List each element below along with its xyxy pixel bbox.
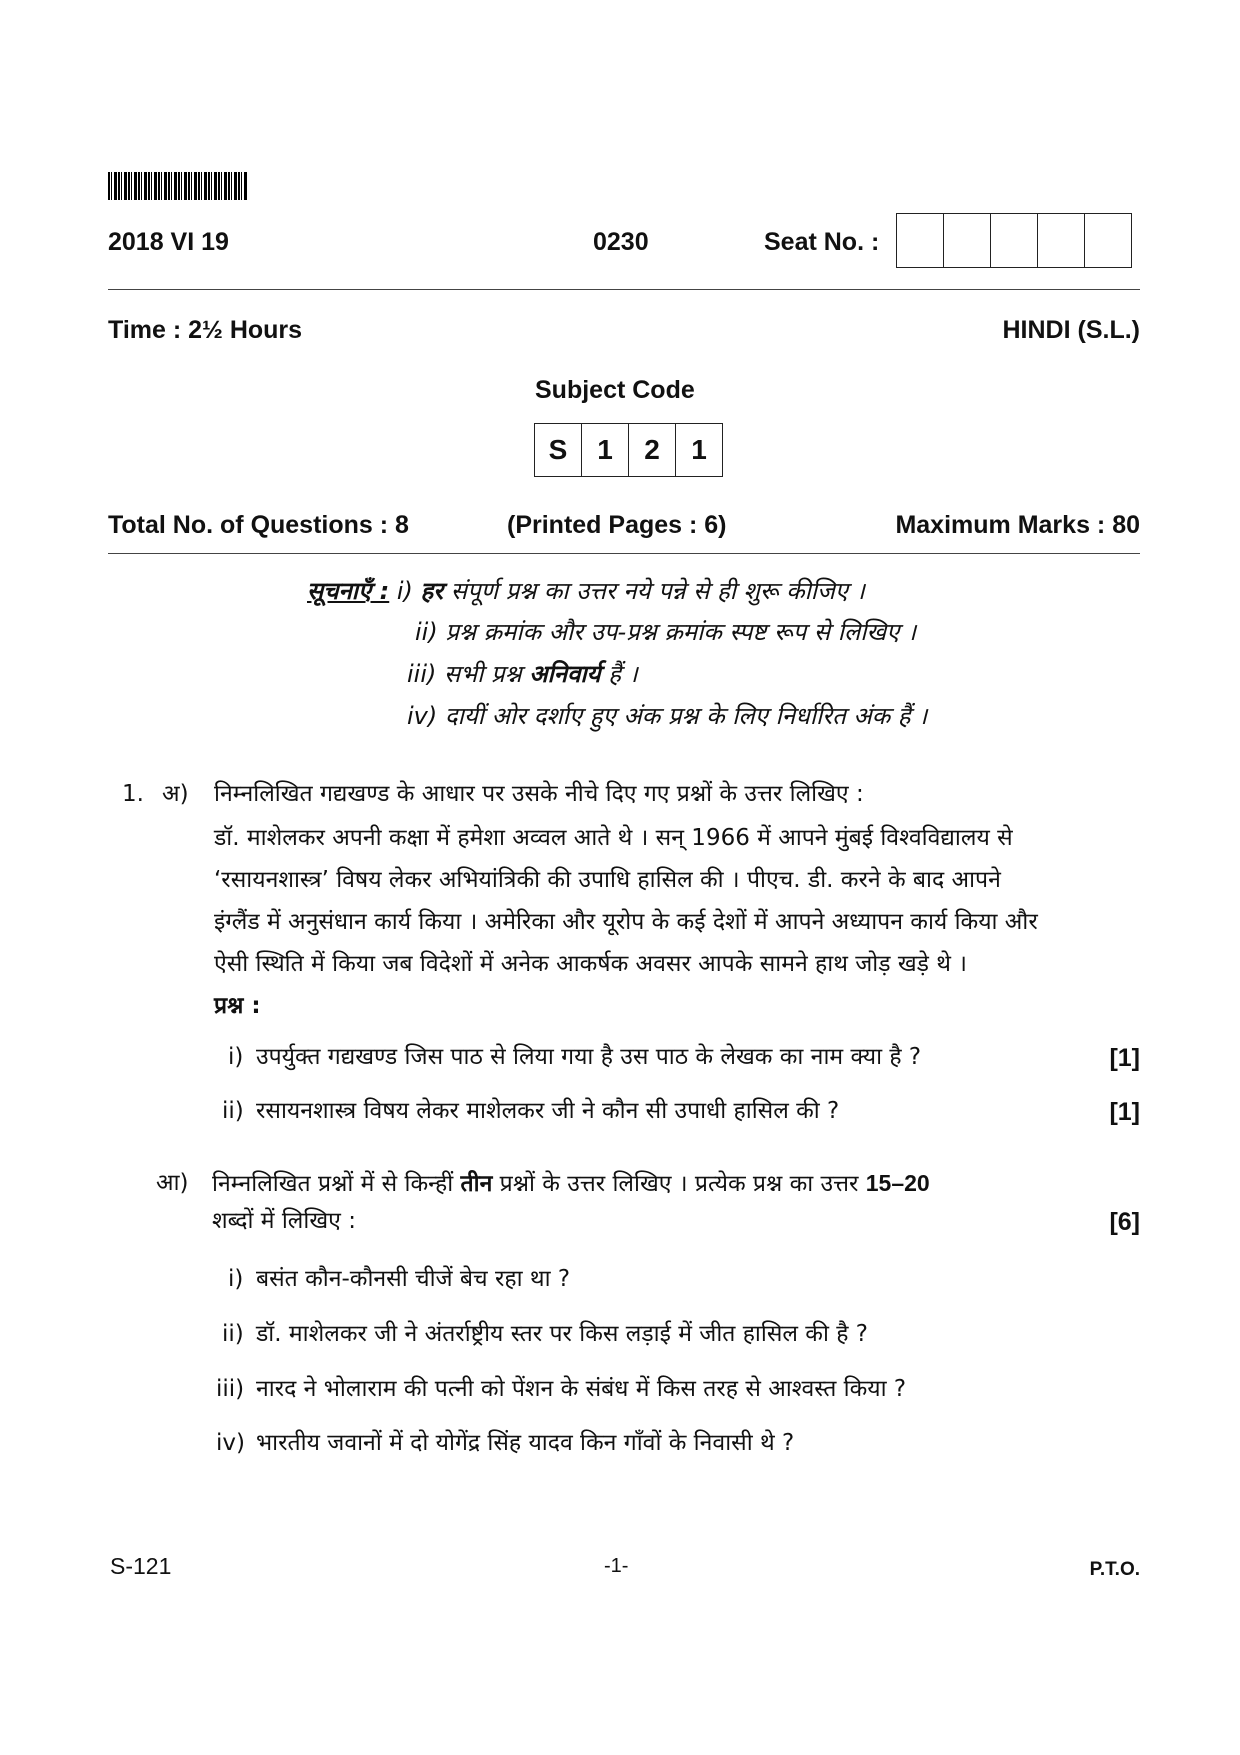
instruction-num: iv) (407, 702, 438, 730)
list-item-num: ii) (222, 1098, 244, 1124)
instructions-label: सूचनाएँ : (307, 577, 390, 605)
list-item-num: iv) (216, 1430, 245, 1456)
prompt-text: निम्नलिखित प्रश्नों में से किन्हीं (212, 1171, 461, 1197)
instruction-line (307, 574, 865, 607)
instruction-line (407, 657, 638, 690)
instruction-text: संपूर्ण प्रश्न का उत्तर नये पन्ने से ही शुरू कीजिए । (443, 577, 865, 605)
instruction-emphasis: अनिवार्य (529, 660, 601, 688)
instruction-text: दायीं ओर दर्शाए हुए अंक प्रश्न के लिए निर्धारित अंक हैं । (444, 702, 928, 730)
instruction-num: iii) (407, 660, 437, 688)
passage-line: डॉ. माशेलकर अपनी कक्षा में हमेशा अव्वल आते थे । सन् 1966 में आपने मुंबई विश्वविद्यालय से (214, 825, 1013, 851)
passage-line: इंग्लैंड में अनुसंधान कार्य किया । अमेरिका और यूरोप के कई देशों में आपने अध्यापन कार्य किया और (214, 909, 1038, 935)
instruction-emphasis: हर (420, 577, 444, 605)
passage-line: ऐसी स्थिति में किया जब विदेशों में अनेक आकर्षक अवसर आपके सामने हाथ जोड़ खड़े थे । (214, 951, 968, 977)
divider (108, 553, 1140, 554)
instruction-text: सभी प्रश्न (444, 660, 530, 688)
question-text: उपर्युक्त गद्यखण्ड जिस पाठ से लिया गया है उस पाठ के लेखक का नाम क्या है ? (256, 1044, 922, 1070)
question-number: 1. (122, 781, 144, 807)
list-item-num: ii) (222, 1321, 244, 1347)
time-allowed: Time : 2½ Hours (108, 316, 303, 344)
question-prompt: शब्दों में लिखिए : (212, 1208, 356, 1234)
question-text: डॉ. माशेलकर जी ने अंतर्राष्ट्रीय स्तर पर किस लड़ाई में जीत हासिल की है ? (256, 1321, 868, 1347)
instruction-line (407, 699, 927, 732)
paper-code: 0230 (593, 228, 649, 256)
subquestion-label: आ) (156, 1170, 189, 1196)
subject-code-char: 1 (691, 434, 707, 465)
seat-box[interactable] (991, 214, 1038, 267)
questions-label: प्रश्न : (214, 993, 261, 1019)
list-item-num: i) (228, 1044, 244, 1070)
pto-label: P.T.O. (1089, 1559, 1140, 1580)
passage-line: ‘रसायनशास्त्र’ विषय लेकर अभियांत्रिकी की उपाधि हासिल की । पीएच. डी. करने के बाद आपने (214, 867, 1001, 893)
seat-box[interactable] (1085, 214, 1131, 267)
divider (108, 289, 1140, 290)
word-range: 15–20 (865, 1170, 930, 1196)
question-text: नारद ने भोलाराम की पत्नी को पेंशन के संबंध में किस तरह से आश्वस्त किया ? (256, 1376, 907, 1402)
subject-code-boxes (534, 423, 723, 477)
marks-label: [1] (1109, 1098, 1140, 1126)
instruction-line (415, 615, 916, 648)
question-prompt: निम्नलिखित गद्यखण्ड के आधार पर उसके नीचे दिए गए प्रश्नों के उत्तर लिखिए : (214, 781, 864, 807)
instruction-num: ii) (415, 618, 438, 646)
prompt-emphasis: तीन (460, 1171, 493, 1197)
instruction-text: हैं । (600, 660, 638, 688)
question-text: भारतीय जवानों में दो योगेंद्र सिंह यादव किन गाँवों के निवासी थे ? (256, 1430, 795, 1456)
seat-box[interactable] (944, 214, 991, 267)
printed-pages: (Printed Pages : 6) (507, 511, 727, 539)
seat-box[interactable] (1038, 214, 1085, 267)
prompt-text: प्रश्नों के उत्तर लिखिए । प्रत्येक प्रश्न का उत्तर (492, 1171, 866, 1197)
barcode (108, 172, 248, 200)
question-text: रसायनशास्त्र विषय लेकर माशेलकर जी ने कौन सी उपाधी हासिल की ? (256, 1098, 840, 1124)
paper-id: 2018 VI 19 (108, 228, 229, 256)
seat-label: Seat No. : (764, 228, 880, 256)
question-prompt (212, 1168, 930, 1199)
subject-code-char: S (535, 424, 582, 476)
subquestion-label: अ) (162, 781, 189, 807)
list-item-num: iii) (216, 1376, 245, 1402)
total-questions: Total No. of Questions : 8 (108, 511, 409, 539)
page-number: -1- (604, 1555, 629, 1577)
seat-box[interactable] (897, 214, 944, 267)
seat-number-boxes[interactable] (896, 213, 1132, 268)
instruction-num: i) (396, 577, 413, 605)
marks-label: [6] (1109, 1208, 1140, 1236)
subject-name: HINDI (S.L.) (1002, 316, 1140, 344)
question-text: बसंत कौन-कौनसी चीजें बेच रहा था ? (256, 1266, 571, 1292)
maximum-marks: Maximum Marks : 80 (895, 511, 1140, 539)
list-item-num: i) (228, 1266, 244, 1292)
marks-label: [1] (1109, 1044, 1140, 1072)
subject-code-label: Subject Code (535, 376, 695, 404)
subject-code-char: 1 (582, 424, 629, 476)
footer-code: S-121 (110, 1553, 172, 1579)
instruction-text: प्रश्न क्रमांक और उप-प्रश्न क्रमांक स्पष्ट रूप से लिखिए । (445, 618, 917, 646)
subject-code-char: 2 (629, 424, 676, 476)
